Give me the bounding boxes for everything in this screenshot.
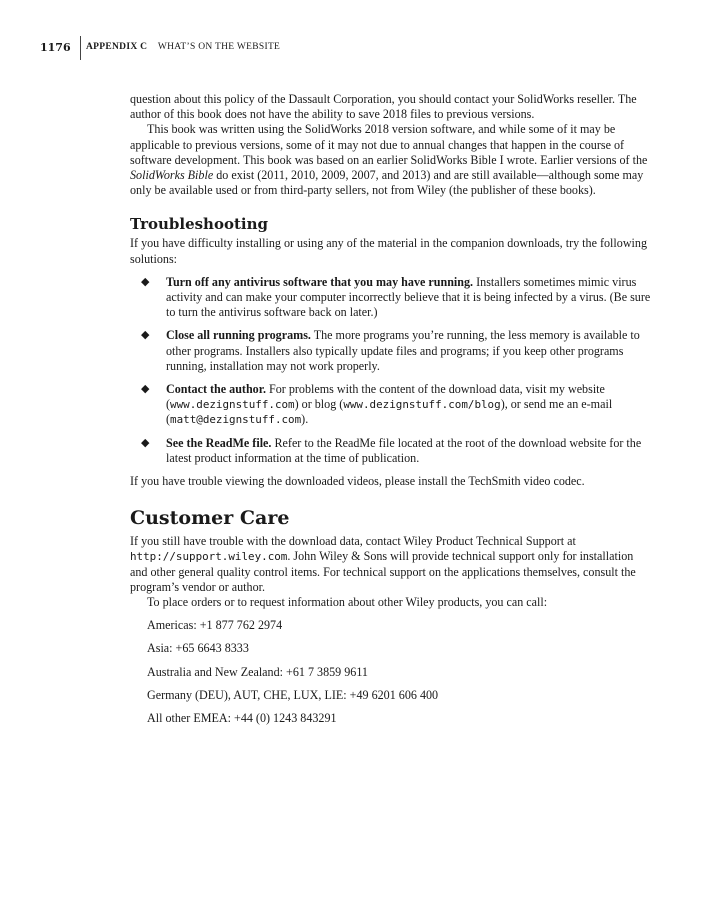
list-item: ◆ See the ReadMe file. Refer to the ReadMe file located at the root of the download website for the latest product information at the time of publication. xyxy=(141,435,642,465)
phone-line-australia: Australia and New Zealand: +61 7 3859 9611 xyxy=(147,664,368,679)
section-title: WHAT’S ON THE WEBSITE xyxy=(157,42,281,52)
intro-paragraph-1: question about this policy of the Dassault Corporation, you should contact your SolidWorks reseller. The author of this book does not have the ability to save 2018 files to previous versions. xyxy=(130,92,637,122)
diamond-bullet-icon: ◆ xyxy=(141,275,150,288)
troubleshooting-list xyxy=(130,275,653,466)
list-item: ◆ Close all running programs. The more programs you’re running, the less memory is available to other programs. Installers also typically update files and programs; if you keep other programs running, installation may not work properly. xyxy=(141,328,640,373)
page-body xyxy=(130,92,653,726)
troubleshooting-intro: If you have difficulty installing or using any of the material in the companion downloads, try the following solutions: xyxy=(130,236,648,266)
running-header xyxy=(0,36,717,62)
page-number: 1176 xyxy=(40,41,71,54)
appendix-label: APPENDIX C xyxy=(86,42,148,52)
diamond-bullet-icon: ◆ xyxy=(141,383,150,396)
phone-line-emea: All other EMEA: +44 (0) 1243 843291 xyxy=(147,711,337,726)
phone-line-americas: Americas: +1 877 762 2974 xyxy=(147,618,283,633)
customer-care-paragraph-1: If you still have trouble with the download data, contact Wiley Product Technical Support at http://support.wiley.com. John Wiley & Sons will provide technical support only for installation and other general quality control items. For technical support on the applications themselves, consult the program’s vendor or author. xyxy=(130,534,636,594)
phone-line-germany: Germany (DEU), AUT, CHE, LUX, LIE: +49 6201 606 400 xyxy=(147,687,439,702)
running-head-text xyxy=(86,42,280,52)
troubleshooting-outro: If you have trouble viewing the downloaded videos, please install the TechSmith video codec. xyxy=(130,474,585,489)
header-divider xyxy=(80,36,81,60)
book-title: SolidWorks Bible xyxy=(130,168,214,183)
phone-line-asia: Asia: +65 6643 8333 xyxy=(147,641,249,656)
diamond-bullet-icon: ◆ xyxy=(141,329,150,342)
customer-care-heading: Customer Care xyxy=(130,507,290,530)
troubleshooting-heading: Troubleshooting xyxy=(130,215,268,234)
diamond-bullet-icon: ◆ xyxy=(141,436,150,449)
blog-link[interactable]: www.dezignstuff.com/blog xyxy=(343,398,501,412)
list-item: ◆ Turn off any antivirus software that you may have running. Installers sometimes mimic virus activity and can make your computer incorrectly believe that it is being infected by a virus. (Be sure to turn the antivirus software back on later.) xyxy=(141,274,651,320)
support-url-link[interactable]: http://support.wiley.com xyxy=(130,550,288,564)
customer-care-paragraph-2: To place orders or to request information about other Wiley products, you can call: xyxy=(147,595,548,610)
website-link[interactable]: www.dezignstuff.com xyxy=(170,398,295,412)
intro-paragraph-2: This book was written using the SolidWorks 2018 version software, and while some of it may be applicable to previous versions, some of it may not due to annual changes that happen in the course of software development. This book was based on an earlier SolidWorks Bible I wrote. Earlier versions of the SolidWorks Bible do exist (2011, 2010, 2009, 2007, and 2013) and are still available—although some may only be available used or from third-party sellers, not from Wiley (the publisher of these books). xyxy=(130,122,648,198)
list-item: ◆ Contact the author. For problems with the content of the download data, visit my website (www.dezignstuff.com) or blog (www.dezignstuff.com/blog), or send me an e-mail (matt@dezignstuff.com). xyxy=(141,382,613,427)
email-link[interactable]: matt@dezignstuff.com xyxy=(170,413,302,427)
